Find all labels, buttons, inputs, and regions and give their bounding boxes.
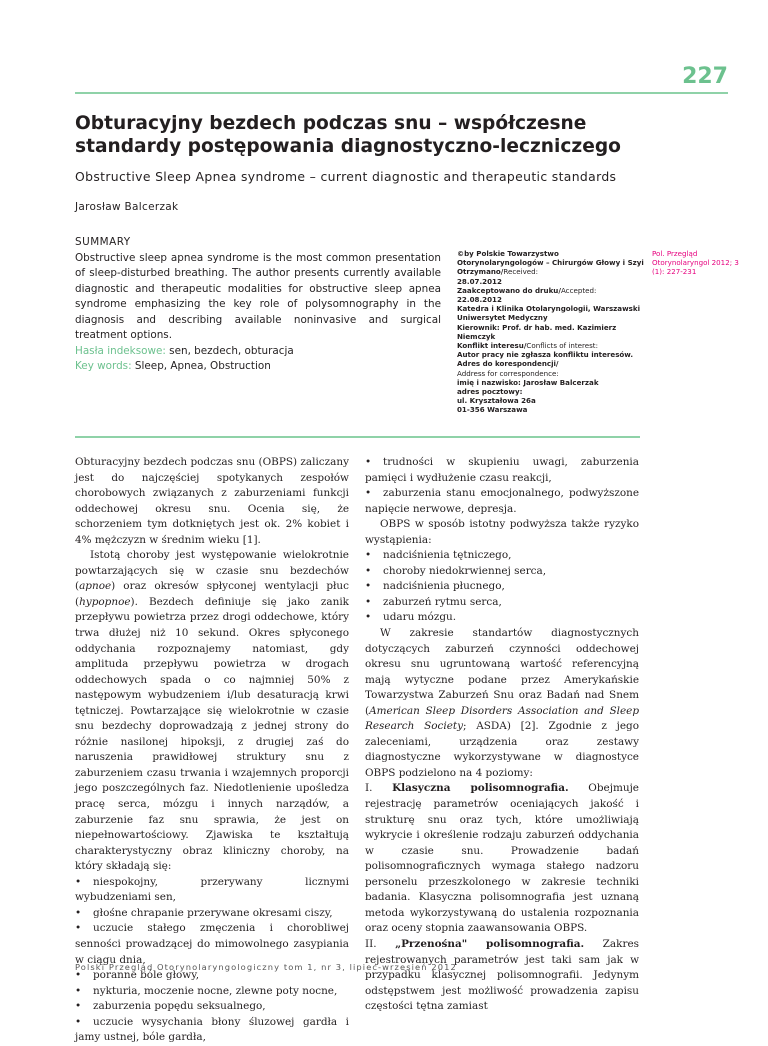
bullet-icon: • <box>75 984 82 997</box>
body-column-right <box>365 455 639 1015</box>
bullet-icon: • <box>365 549 372 562</box>
article-info <box>457 249 647 415</box>
bullet-item: • uczucie stałego zmęczenia i chorobliwej senności prowadzącej do mimowolnego zasypiania w ciągu dnia, <box>75 922 349 966</box>
bullet-icon: • <box>75 875 82 888</box>
journal-footer: Polski Przegląd Otorynolaryngologiczny tom 1, nr 3, lipiec-wrzesień 2012 <box>75 962 457 972</box>
bullet-icon: • <box>365 595 372 608</box>
article-subtitle: Obstructive Sleep Apnea syndrome – current diagnostic and therapeutic standards <box>75 169 617 184</box>
index-terms <box>75 344 441 360</box>
summary-heading: SUMMARY <box>75 236 131 248</box>
paragraph: OBPS w sposób istotny podwyższa także ryzyko wystąpienia: <box>365 518 639 546</box>
correspondence-name: imię i nazwisko: Jarosław Balcerzak <box>457 377 599 387</box>
bullet-item: • zaburzenia popędu seksualnego, <box>75 999 349 1015</box>
body-column-left <box>75 455 349 1046</box>
received-date: 28.07.2012 <box>457 276 502 286</box>
bullet-item: • głośne chrapanie przerywane okresami ciszy, <box>75 906 349 922</box>
journal-citation: Pol. Przegląd Otorynolaryngol 2012; 3 (1): 227-231 <box>652 249 739 277</box>
affiliation: Katedra i Klinika Otolaryngologii, Warszawski Uniwersytet Medyczny <box>457 304 641 323</box>
address-label-en: Address for correspondence: <box>457 368 559 378</box>
department-head: Kierownik: Prof. dr hab. med. Kazimierz Niemczyk <box>457 322 617 341</box>
conflict-line: Konflikt interesu/Conflicts of interest: <box>457 341 598 351</box>
bullet-item: • uczucie wysychania błony śluzowej gardła i jamy ustnej, bóle gardła, <box>75 1015 349 1044</box>
keywords-value: Sleep, Apnea, Obstruction <box>134 360 271 372</box>
bullet-icon: • <box>365 580 372 593</box>
bullet-item: • choroby niedokrwiennej serca, <box>365 564 639 580</box>
paragraph: II. „Przenośna" polisomnografia. Zakres rejestrowanych parametrów jest taki sam jak w przypadku klasycznej polisomnografii. Jedynym odstępstwem jest możliwość prowadzenia zapisu częstości tętna zamiast <box>365 937 640 1013</box>
city: 01-356 Warszawa <box>457 405 528 415</box>
summary-text: Obstructive sleep apnea syndrome is the most common presentation of sleep-disturbed breathing. The author presents currently available diagnostic and therapeutic modalities for obstructive sleep apnea syndrome emphasizing the key role of polysomnography in the diagnosis and describing available noninvasive and surgical treatment options. <box>75 251 441 341</box>
bullet-icon: • <box>365 611 372 624</box>
bullet-icon: • <box>75 969 82 982</box>
bullet-icon: • <box>75 922 82 935</box>
summary-block <box>75 235 441 375</box>
accepted-line: Zaakceptowano do druku/Accepted: <box>457 285 597 295</box>
bullet-item: • nadciśnienia tętniczego, <box>365 548 639 564</box>
bullet-icon: • <box>75 1015 82 1028</box>
paragraph: Obturacyjny bezdech podczas snu (OBPS) zaliczany jest do najczęściej spotykanych zespołów chorobowych związanych z zaburzeniami funkcji oddechowej okresu snu. Ocenia się, że schorzeniem tym dotkniętych jest ok. 2% kobiet i 4% mężczyzn w średnim wieku [1]. <box>75 456 349 546</box>
bullet-item: • nadciśnienia płucnego, <box>365 579 639 595</box>
bullet-item: • niespokojny, przerywany licznymi wybudzeniami sen, <box>75 875 349 904</box>
bullet-item: • poranne bóle głowy, <box>75 968 349 984</box>
paragraph: Istotą choroby jest występowanie wielokrotnie powtarzających się w czasie snu bezdechów (apnoe) oraz okresów spłyconej wentylacji płuc (hypopnoe). Bezdech definiuje się jako zanik przepływu powietrza przez drogi oddechowe, który trwa dłużej niż 10 sekund. Okres spłyconego oddychania rozpoznajemy natomiast, gdy amplituda przepływu powietrza w drogach oddechowych spada o co najmniej 50% z następowym wybudzeniem i/lub desaturacją krwi tętniczej. Powtarzające się wielokrotnie w czasie snu bezdechy doprowadzają z jednej strony do różnie nasilonej hipoksji, z drugiej zaś do naruszenia prawidłowej struktury snu z zaburzeniem czasu trwania i wzajemnych proporcji jego poszczególnych faz. Niedotlenienie upośledza pracę serca, mózgu i innych narządów, a zaburzenie faz snu sprawia, że jest on niepełnowartościowy. Zjawiska te kształtują charakterystyczny obraz kliniczny choroby, na który składają się: <box>75 549 349 873</box>
section-rule <box>75 436 640 438</box>
bullet-icon: • <box>75 1000 82 1013</box>
conflict-text: Autor pracy nie zgłasza konfliktu interesów. <box>457 350 634 360</box>
postal-label: adres pocztowy: <box>457 387 523 397</box>
index-terms-label: Hasła indeksowe: <box>75 344 166 357</box>
received-line: Otrzymano/Received: <box>457 267 539 277</box>
keywords-label: Key words: <box>75 360 132 372</box>
bullet-item: • udaru mózgu. <box>365 610 639 626</box>
bullet-icon: • <box>75 906 82 919</box>
bullet-icon: • <box>365 456 372 468</box>
article-title: Obturacyjny bezdech podczas snu – współczesne standardy postępowania diagnostyczno-leczniczego <box>75 113 621 157</box>
bullet-icon: • <box>365 564 372 577</box>
paragraph: W zakresie standartów diagnostycznych dotyczących zaburzeń czynności oddechowej okresu snu ugruntowaną wartość referencyjną mają wytyczne podane przez Amerykańskie Towarzystwa Zaburzeń Snu oraz Badań nad Snem (American Sleep Disorders Association and Sleep Research Society; ASDA) [2]. Zgodnie z jego zaleceniami, urządzenia oraz zestawy diagnostyczne wykorzystywane w diagnostyce OBPS podzielono na 4 poziomy: <box>365 627 639 779</box>
bullet-item: • zaburzenia stanu emocjonalnego, podwyższone napięcie nerwowe, depresja. <box>365 487 639 515</box>
copyright: ©by Polskie Towarzystwo Otorynolaryngologów – Chirurgów Głowy i Szyi <box>457 249 644 268</box>
paragraph: I. Klasyczna polisomnografia. Obejmuje rejestrację parametrów oceniających jakość i strukturę snu oraz tych, które umożliwiają wykrycie i określenie rodzaju zaburzeń oddychania w czasie snu. Prowadzenie badań polisomnograficznych wymaga stałego nadzoru personelu przeszkolonego w zakresie techniki badania. Klasyczna polisomnografia jest uznaną metoda wykorzystywaną do ustalenia rozpoznania oraz oceny stopnia zaawansowania OBPS. <box>365 782 639 935</box>
keywords <box>75 359 441 375</box>
address-label: Adres do korespondencji/ <box>457 359 559 369</box>
bullet-item: • nykturia, moczenie nocne, zlewne poty nocne, <box>75 984 349 1000</box>
bullet-icon: • <box>365 487 372 500</box>
header-rule <box>75 92 728 94</box>
accepted-date: 22.08.2012 <box>457 295 502 305</box>
bullet-item: • zaburzeń rytmu serca, <box>365 595 639 611</box>
index-terms-value: sen, bezdech, obturacja <box>169 344 294 357</box>
author: Jarosław Balcerzak <box>75 201 179 213</box>
street: ul. Kryształowa 26a <box>457 396 536 406</box>
bullet-item: • trudności w skupieniu uwagi, zaburzenia pamięci i wydłużenie czasu reakcji, <box>365 456 639 484</box>
page-number: 227 <box>682 64 728 89</box>
